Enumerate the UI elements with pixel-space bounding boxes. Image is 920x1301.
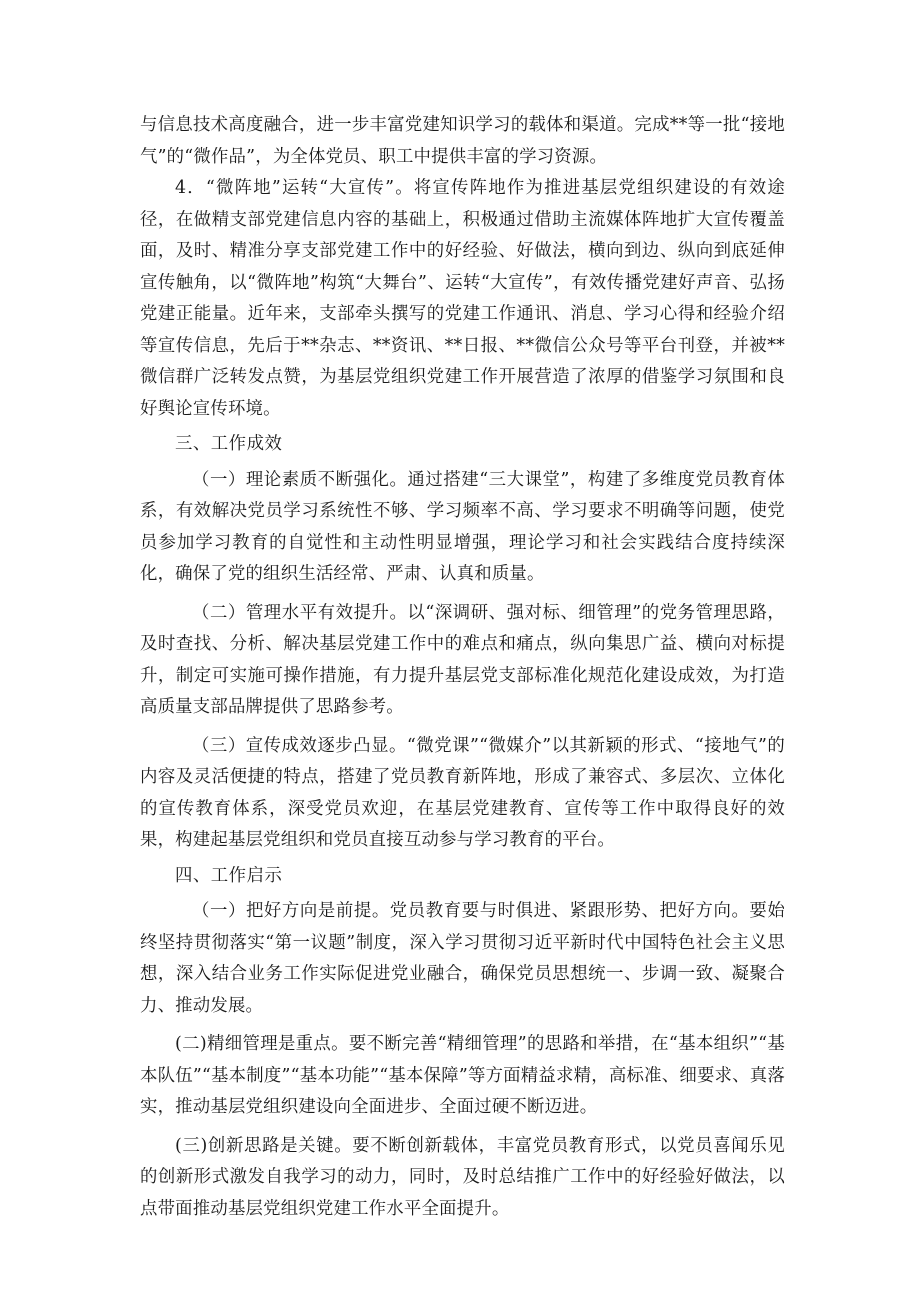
paragraph-direction: （一）把好方向是前提。党员教育要与时俱进、紧跟形势、把好方向。要始终坚持贯彻落实“第一议题”制度，深入学习贯彻习近平新时代中国特色社会主义思想，深入结合业务工作实际促进党业融合，确保党员思想统一、步调一致、凝聚合力、推动发展。 [140,901,785,1016]
paragraph-continuation: 与信息技术高度融合，进一步丰富党建知识学习的载体和渠道。完成**等一批“接地气”的“微作品”，为全体党员、职工中提供丰富的学习资源。 [140,115,785,167]
paragraph-theory-quality: （一）理论素质不断强化。通过搭建“三大课堂”，构建了多维度党员教育体系，有效解决党员学习系统性不够、学习频率不高、学习要求不明确等问题，使党员参加学习教育的自觉性和主动性明显增强，理论学习和社会实践结合度持续深化，确保了党的组织生活经常、严肃、认真和质量。 [140,469,785,584]
paragraph-management-level: （二）管理水平有效提升。以“深调研、强对标、细管理”的党务管理思路，及时查找、分析、解决基层党建工作中的难点和痛点，纵向集思广益、横向对标提升，制定可实施可操作措施，有力提升基层党支部标准化规范化建设成效，为打造高质量支部品牌提供了思路参考。 [140,602,785,717]
section-heading-work-results: 三、工作成效 [175,434,283,454]
section-heading-work-insights: 四、工作启示 [175,865,283,886]
document-body [140,110,785,1225]
paragraph-innovation: (三)创新思路是关键。要不断创新载体，丰富党员教育形式，以党员喜闻乐见的创新形式激发自我学习的动力，同时，及时总结推广工作中的好经验好做法，以点带面推动基层党组织党建工作水平全面提升。 [140,1135,785,1219]
paragraph-micro-position: 4．“微阵地”运转“大宣传”。将宣传阵地作为推进基层党组织建设的有效途径，在做精支部党建信息内容的基础上，积极通过借助主流媒体阵地扩大宣传覆盖面，及时、精准分享支部党建工作中的好经验、好做法，横向到边、纵向到底延伸宣传触角，以“微阵地”构筑“大舞台”、运转“大宣传”，有效传播党建好声音、弘扬党建正能量。近年来，支部牵头撰写的党建工作通讯、消息、学习心得和经验介绍等宣传信息，先后于**杂志、**资讯、**日报、**微信公众号等平台刊登，并被**微信群广泛转发点赞，为基层党组织党建工作开展营造了浓厚的借鉴学习氛围和良好舆论宣传环境。 [140,178,785,419]
paragraph-fine-management: (二)精细管理是重点。要不断完善“精细管理”的思路和举措，在“基本组织”“基本队伍”“基本制度”“基本功能”“基本保障”等方面精益求精，高标准、细要求、真落实，推动基层党组织建设向全面进步、全面过硬不断迈进。 [140,1034,785,1117]
paragraph-publicity-effect: （三）宣传成效逐步凸显。“微党课”“微媒介”以其新颖的形式、“接地气”的内容及灵活便捷的特点，搭建了党员教育新阵地，形成了兼容式、多层次、立体化的宣传教育体系，深受党员欢迎，在基层党建教育、宣传等工作中取得良好的效果，构建起基层党组织和党员直接互动参与学习教育的平台。 [140,735,785,850]
